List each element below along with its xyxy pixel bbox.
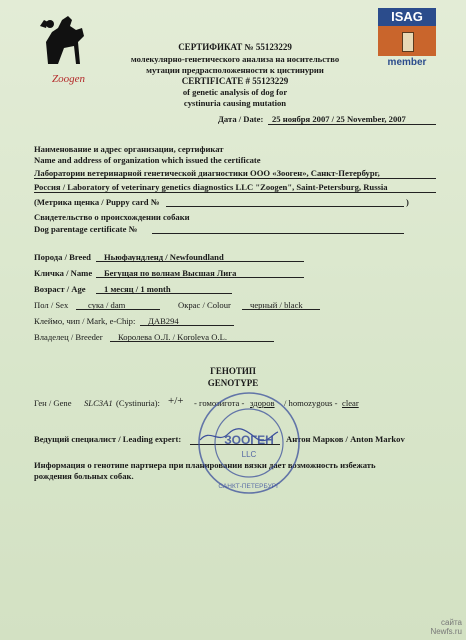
watermark-line-1: сайта — [441, 618, 462, 627]
gene-label: Ген / Gene — [34, 398, 72, 408]
organization-label-ru: Наименование и адрес организации, сертификат — [34, 144, 224, 154]
puppy-card-label: (Метрика щенка / Puppy card № — [34, 197, 160, 207]
colour-value: черный / black — [250, 300, 303, 310]
expert-name: Антон Марков / Anton Markov — [286, 434, 405, 444]
result-ru: здоров — [250, 398, 275, 408]
puppy-card-underline — [166, 206, 404, 207]
breed-value: Ньюфаундленд / Newfoundland — [104, 252, 224, 262]
stamp-ring: САНКТ-ПЕТЕРБУРГ — [218, 483, 280, 490]
name-label: Кличка / Name — [34, 268, 93, 278]
title-en: CERTIFICATE # 55123229 — [181, 76, 289, 86]
date-label: Дата / Date: — [218, 114, 264, 124]
stamp-center: ЗООГЕН — [224, 433, 274, 447]
organization-line-1: Лаборатории ветеринарной генетической диагностики ООО «Зооген», Санкт-Петербург, — [34, 168, 380, 178]
result-pre: - гомозигота - — [194, 398, 245, 408]
gene-name: SLC3A1 — [84, 398, 113, 408]
logo-text: Zoogen — [52, 73, 85, 85]
subtitle-ru-1: молекулярно-генетического анализа на носительство — [130, 54, 340, 64]
gene-organism: (Cystinuria): — [116, 398, 160, 408]
isag-emblem-icon — [378, 26, 436, 56]
breeder-value: Королева О.Л. / Koroleva O.L. — [118, 332, 227, 342]
colour-label: Окрас / Colour — [178, 300, 231, 310]
chip-label: Клеймо, чип / Mark, e-Chip: — [34, 316, 136, 326]
organization-underline-1 — [34, 178, 436, 179]
info-line-1: Информация о генотипе партнера при планировании вязки дает возможность избежать — [34, 460, 376, 470]
breed-label: Порода / Breed — [34, 252, 91, 262]
age-label: Возраст / Age — [34, 284, 86, 294]
parentage-underline — [152, 233, 404, 234]
title-ru: СЕРТИФИКАТ № 55123229 — [178, 42, 292, 52]
zoogen-logo — [28, 6, 98, 88]
subtitle-en-1: of genetic analysis of dog for — [182, 87, 288, 97]
date-value: 25 ноября 2007 / 25 November, 2007 — [272, 114, 406, 124]
organization-underline-2 — [34, 192, 436, 193]
subtitle-en-2: cystinuria causing mutation — [183, 98, 287, 108]
info-line-2: рождения больных собак. — [34, 471, 134, 481]
isag-member-badge — [378, 8, 436, 68]
puppy-card-end: ) — [406, 197, 409, 207]
name-value: Бегущая по волнам Высшая Лига — [104, 268, 237, 278]
age-value: 1 месяц / 1 month — [104, 284, 171, 294]
breeder-label: Владелец / Breeder — [34, 332, 103, 342]
sex-value: сука / dam — [88, 300, 126, 310]
date-underline — [268, 124, 436, 125]
sex-label: Пол / Sex — [34, 300, 69, 310]
parentage-label-ru: Свидетельство о происхождении собаки — [34, 212, 190, 222]
watermark — [430, 618, 462, 636]
result-mid: / homozygous - — [284, 398, 338, 408]
isag-member-label: member — [387, 57, 427, 68]
result-en: clear — [342, 398, 359, 408]
genotype-heading-en: GENOTYPE — [207, 378, 259, 388]
subtitle-ru-2: мутации предрасположенности к цистинурии — [146, 65, 324, 75]
watermark-line-2: Newfs.ru — [430, 627, 462, 636]
organization-line-2: Россия / Laboratory of veterinary genetics diagnostics LLC "Zoogen", Saint-Petersburg, Russia — [34, 182, 388, 192]
organization-label-en: Name and address of organization which issued the certificate — [34, 155, 261, 165]
gene-value: +/+ — [168, 395, 184, 407]
genotype-heading-ru: ГЕНОТИП — [210, 366, 256, 376]
parentage-label-en: Dog parentage certificate № — [34, 224, 138, 234]
zoogen-stamp — [196, 390, 302, 496]
expert-label: Ведущий специалист / Leading expert: — [34, 434, 182, 444]
isag-title: ISAG — [378, 8, 436, 26]
stamp-sub: LLC — [241, 450, 257, 459]
chip-value: ДАВ294 — [148, 316, 179, 326]
